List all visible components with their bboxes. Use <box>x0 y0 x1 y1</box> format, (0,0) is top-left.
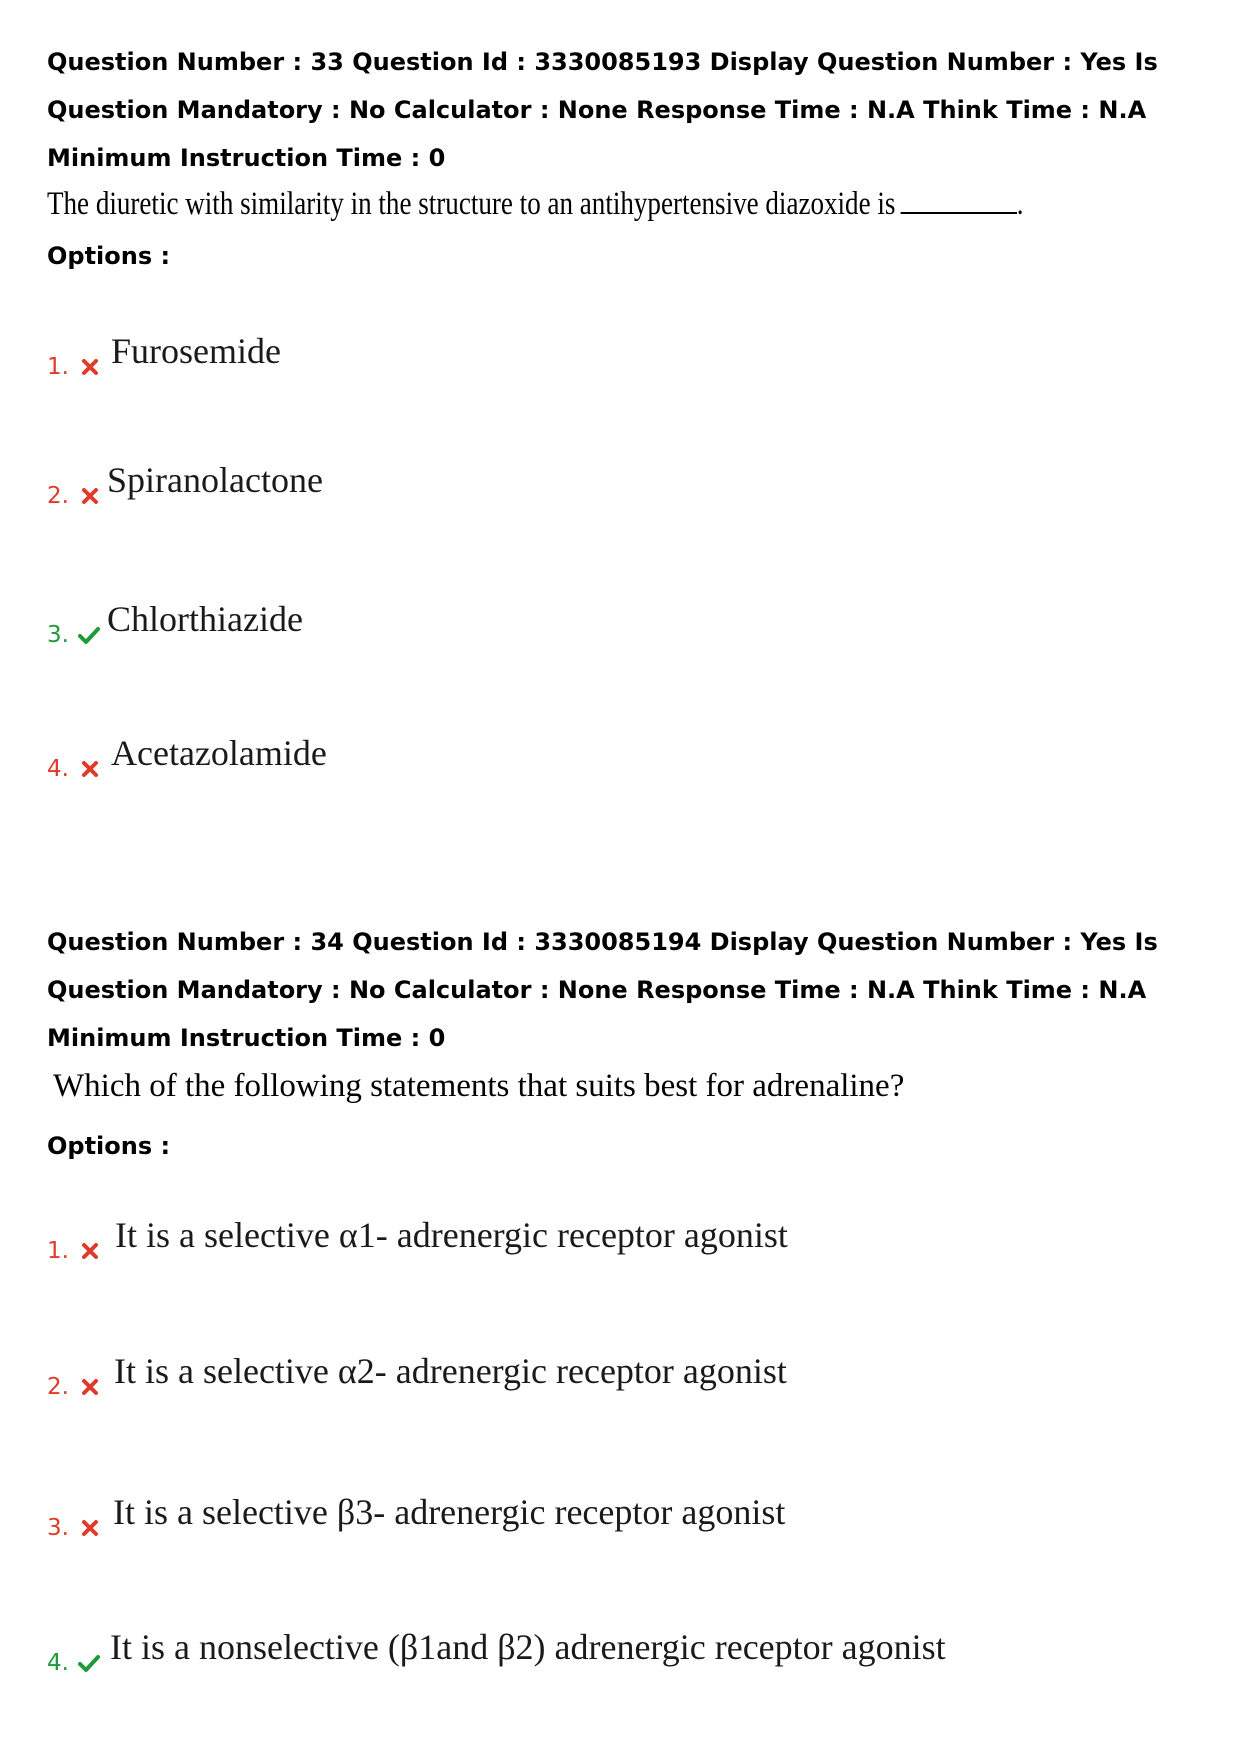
question-meta: Question Number : 33 Question Id : 3330085193 Display Question Number : Yes Is Question Mandatory : No Calculator : None Response Time : N.A Think Time : N.A Minimum Instruction Time : 0 <box>47 48 1158 172</box>
option-number: 1. <box>47 1238 69 1264</box>
cross-icon <box>80 357 100 377</box>
option-number: 4. <box>47 1650 69 1676</box>
answer-blank <box>900 190 1016 214</box>
cross-icon <box>80 759 100 779</box>
option-text: It is a nonselective (β1and β2) adrenergic receptor agonist <box>110 1627 946 1667</box>
option-number: 3. <box>47 1515 69 1541</box>
cross-icon <box>80 1377 100 1397</box>
cross-icon <box>80 486 100 506</box>
option-text: Acetazolamide <box>111 733 327 773</box>
question-34 <box>47 918 1217 1160</box>
option-number: 1. <box>47 354 69 380</box>
question-text: Which of the following statements that suits best for adrenaline? <box>53 1068 905 1104</box>
option-number: 2. <box>47 483 69 509</box>
options-label: Options : <box>47 1132 171 1160</box>
cross-icon <box>80 1241 100 1261</box>
check-icon <box>77 625 101 645</box>
question-text: The diuretic with similarity in the structure to an antihypertensive diazoxide is . <box>47 186 1024 222</box>
option-text: It is a selective β3- adrenergic receptor agonist <box>113 1492 786 1532</box>
cross-icon <box>80 1518 100 1538</box>
option-text: Furosemide <box>111 331 281 371</box>
option-number: 4. <box>47 756 69 782</box>
option-text: It is a selective α1- adrenergic receptor agonist <box>115 1215 788 1255</box>
question-33 <box>47 38 1217 270</box>
option-text: Spiranolactone <box>107 460 323 500</box>
option-text: Chlorthiazide <box>107 599 303 639</box>
option-text: It is a selective α2- adrenergic receptor agonist <box>114 1351 787 1391</box>
check-icon <box>77 1653 101 1673</box>
question-meta: Question Number : 34 Question Id : 3330085194 Display Question Number : Yes Is Question Mandatory : No Calculator : None Response Time : N.A Think Time : N.A Minimum Instruction Time : 0 <box>47 928 1158 1052</box>
option-number: 2. <box>47 1374 69 1400</box>
options-label: Options : <box>47 242 171 270</box>
option-number: 3. <box>47 622 69 648</box>
